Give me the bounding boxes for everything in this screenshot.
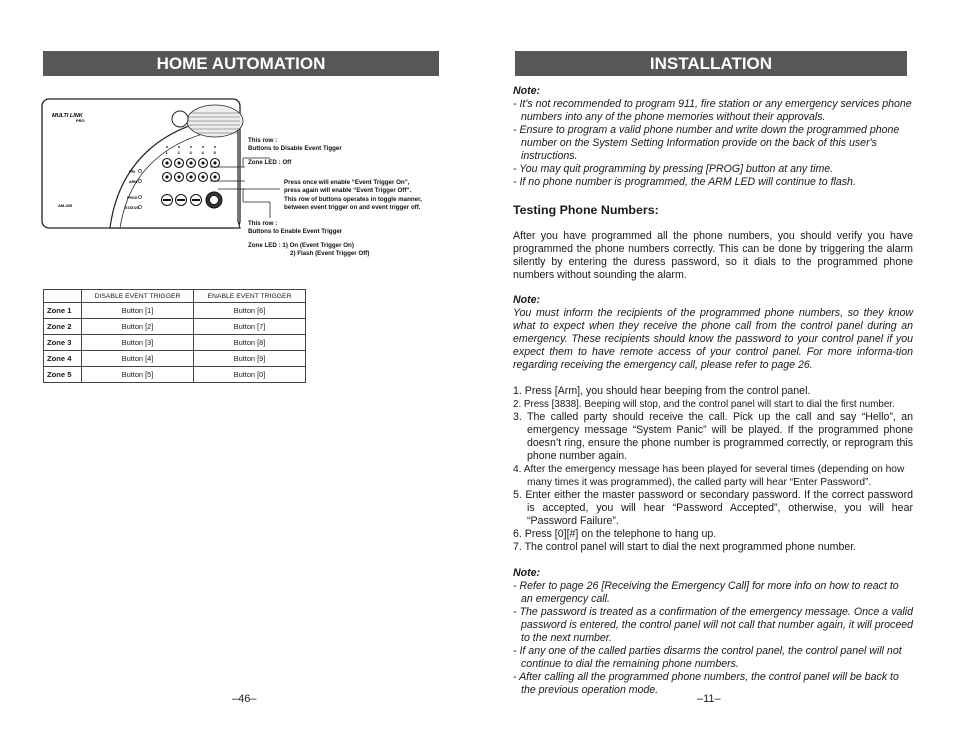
note-3 [513,567,913,697]
device-logo-sub: PRO [76,118,85,123]
bottom-row-desc: Buttons to Enable Event Trigger [248,228,343,236]
note-1-item: - It's not recommended to program 911, fire station or any emergency services phone numbers into any of the phone memories without their approvals. [513,98,912,123]
right-page-number: –11– [697,693,721,705]
disable-button-cell: Button [1] [82,303,194,319]
zone-label: Zone 3 [44,335,82,351]
note-1-title: Note: [513,85,541,97]
enable-button-cell: Button [0] [194,367,306,383]
led-label-arm: ARM [129,180,138,184]
note-3-title: Note: [513,567,541,579]
middle-line-3: This row of buttons operates in toggle manner, [284,195,422,203]
table-row [44,303,306,319]
callout-bottom [248,220,369,258]
enable-button-cell: Button [7] [194,319,306,335]
disable-button-cell: Button [5] [82,367,194,383]
middle-line-2: press again will enable “Event Trigger Off”. [284,187,412,195]
callout-middle [284,179,422,212]
table-row [44,367,306,383]
bottom-row-title: This row : [248,220,278,227]
enable-button-cell: Button [6] [194,303,306,319]
note-1-item: - Ensure to program a valid phone number and write down the programmed phone number on the System Setting Information provide on the back of this user's instructions. [513,124,900,162]
zone-label: Zone 4 [44,351,82,367]
step-item: 7. The control panel will start to dial the next programmed phone number. [513,541,857,553]
top-row-desc: Buttons to Disable Event Tigger [248,145,342,153]
zone-trigger-table [43,289,306,383]
note-3-item: - The password is treated as a confirmation of the emergency message. Once a valid password is entered, the control panel will not call that number again, it will proceed to the next number. [513,606,913,644]
note-3-item: - If any one of the called parties disarms the control panel, the control panel will not continue to dial the remaining phone numbers. [513,645,902,670]
step-item: 5. Enter either the master password or secondary password. If the correct password is accepted, you will hear “Password Accepted”, otherwise, you will hear “Password Failure”. [513,489,913,527]
note-3-item: - After calling all the programmed phone numbers, the control panel will be back to the previous operation mode. [513,671,899,696]
intro-paragraph: After you have programmed all the phone numbers, you should verify you have programmed the phone numbers correctly. This can be done by triggering the alarm silently by entering the duress password, so it dials to the programmed phone numbers without sounding the alarm. [513,230,913,281]
table-header-row [44,290,306,303]
table-row [44,335,306,351]
led-label-prog: PROG [127,196,138,200]
step-item: 6. Press [0][#] on the telephone to hang up. [513,528,717,540]
zone-label: Zone 5 [44,367,82,383]
zone-digit-1: 1 [165,150,168,155]
led-label-pri: PRI [129,170,135,174]
callout-top [248,137,342,167]
note-2-title: Note: [513,294,541,306]
bottom-row-led-2: 2) Flash (Event Trigger Off) [290,249,370,257]
enable-button-cell: Button [9] [194,351,306,367]
top-row-led: Zone LED : Off [248,158,292,166]
bottom-row-led-1: Zone LED : 1) On (Event Trigger On) [248,241,354,249]
note-1 [513,85,913,189]
steps-list [513,385,913,554]
disable-button-cell: Button [2] [82,319,194,335]
middle-line-4: between event trigger on and event trigger off. [284,203,421,211]
led-label-status: STATUS [125,206,139,210]
step-item: 2. Press [3838]. Beeping will stop, and the control panel will start to dial the first number. [513,399,895,410]
note-2-text: You must inform the recipients of the programmed phone numbers, so they know what to expect when they receive the phone call from the control panel during an emergency. These recipients should know the password to your control panel if you expect them to have remote access of your control panel. For more informa-tion regarding receiving the emergency call, please refer to page 26. [513,307,913,371]
note-1-item: - If no phone number is programmed, the ARM LED will continue to flash. [513,176,856,188]
table-row [44,319,306,335]
device-model: AM-405 [58,203,73,208]
table-header-disable: DISABLE EVENT TRIGGER [82,290,194,303]
left-page-number: –46– [232,693,257,705]
note-2 [513,294,913,372]
installation-banner: INSTALLATION [515,51,907,76]
disable-button-cell: Button [3] [82,335,194,351]
top-row-title: This row : [248,137,278,144]
step-item: 3. The called party should receive the call. Pick up the call and say “Hello”, an emergency message “System Panic” will be played. If the programmed phone doesn’t ring, ensure the phone number is programmed correctly, or reprogram this phone number again. [513,411,913,462]
control-panel-illustration [40,97,245,232]
table-header-enable: ENABLE EVENT TRIGGER [194,290,306,303]
note-1-item: - You may quit programming by pressing [PROG] button at any time. [513,163,834,175]
note-3-item: - Refer to page 26 [Receiving the Emergency Call] for more info on how to react to an emergency call. [513,580,899,605]
middle-line-1: Press once will enable “Event Trigger On”, [284,179,410,186]
table-row [44,351,306,367]
table-header-empty [44,290,82,303]
step-item: 4. After the emergency message has been played for several times (depending on how many times it was programmed), the called party will hear “Enter Password”. [513,464,905,488]
enable-button-cell: Button [8] [194,335,306,351]
zone-digit-2: 2 [177,150,180,155]
section-title: Testing Phone Numbers: [513,203,659,217]
zone-digit-4: 4 [201,150,204,155]
home-automation-banner: HOME AUTOMATION [43,51,439,76]
zone-label: Zone 2 [44,319,82,335]
zone-digit-5: 5 [213,150,216,155]
zone-digit-3: 3 [189,150,192,155]
step-item: 1. Press [Arm], you should hear beeping from the control panel. [513,385,811,397]
device-logo: MULTI LINK [52,113,83,119]
disable-button-cell: Button [4] [82,351,194,367]
zone-label: Zone 1 [44,303,82,319]
